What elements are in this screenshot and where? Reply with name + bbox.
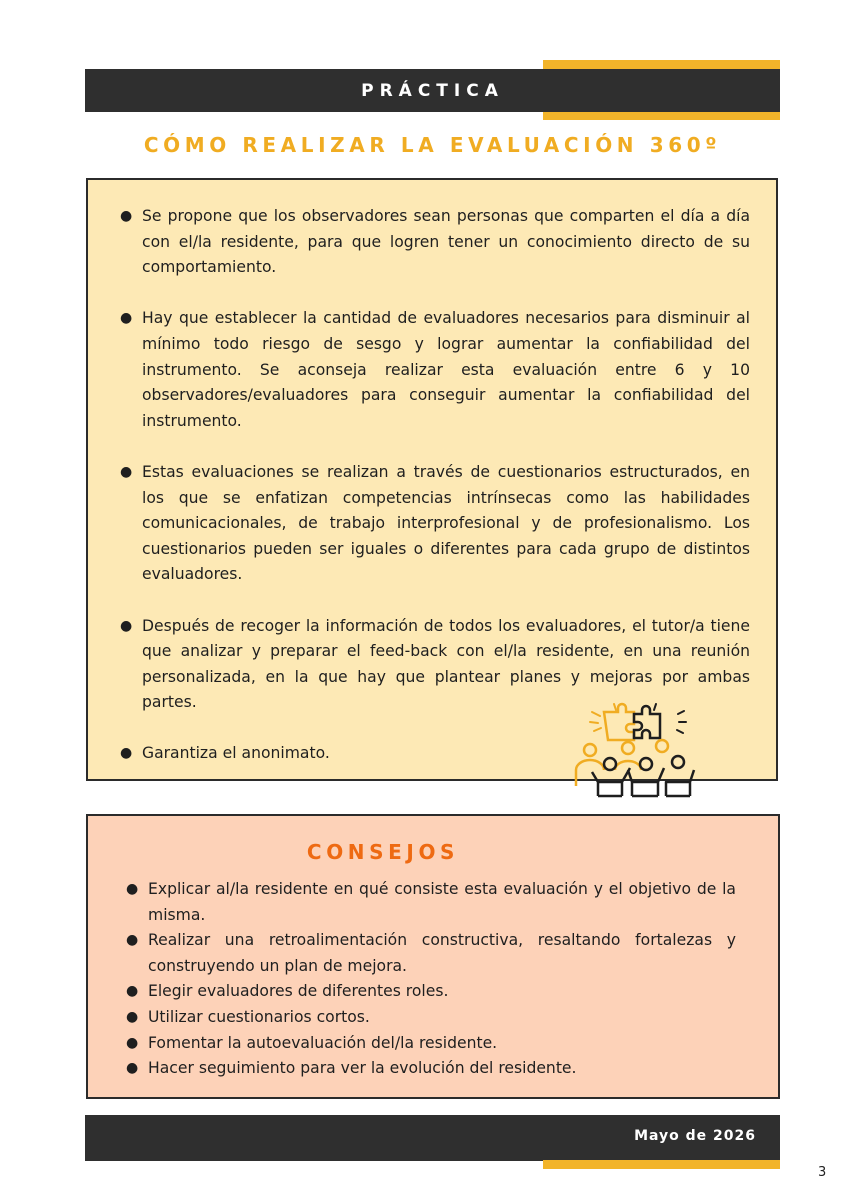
tips-box — [86, 814, 780, 1099]
bullet-icon: ● — [126, 1060, 139, 1077]
list-item — [126, 979, 736, 1005]
main-content-box — [86, 178, 778, 781]
bullet-icon: ● — [120, 617, 133, 634]
list-item — [120, 460, 750, 588]
team-puzzle-icon — [570, 700, 700, 800]
header-label: PRÁCTICA — [361, 80, 504, 101]
bullet-icon: ● — [126, 881, 139, 897]
bullet-icon: ● — [120, 208, 133, 224]
list-item — [126, 1005, 736, 1031]
list-item — [126, 928, 736, 979]
footer-accent-bar — [543, 1160, 780, 1169]
list-item-text: Fomentar la autoevaluación del/la residente. — [148, 1033, 498, 1052]
header-bar — [85, 69, 780, 112]
list-item-text: Garantiza el anonimato. — [142, 744, 330, 763]
list-item — [126, 1056, 736, 1082]
list-item-text: Estas evaluaciones se realizan a través de cuestionarios estructurados, en los que se enfatizan competencias intrínsecas como las habilidades comunicacionales, de trabajo interprofesional y de profesionalismo. Los cuestionarios pueden ser iguales o diferentes para cada grupo de distintos evaluadores. — [142, 462, 750, 584]
tips-list — [126, 877, 736, 1082]
list-item-text: Se propone que los observadores sean personas que comparten el día a día con el/la residente, para que logren tener un conocimiento directo de su comportamiento. — [142, 207, 750, 277]
bullet-icon: ● — [126, 1034, 139, 1051]
header-accent-underline — [543, 112, 780, 120]
list-item — [120, 306, 750, 434]
tips-title: CONSEJOS — [306, 840, 460, 864]
bullet-icon: ● — [120, 745, 133, 762]
list-item — [126, 1031, 736, 1057]
main-points-list — [120, 204, 750, 767]
section-title: CÓMO REALIZAR LA EVALUACIÓN 360º — [143, 133, 722, 157]
list-item-text: Elegir evaluadores de diferentes roles. — [148, 982, 449, 1001]
list-item-text: Explicar al/la residente en qué consiste esta evaluación y el objetivo de la misma. — [148, 880, 736, 924]
footer-bar — [85, 1115, 780, 1161]
list-item-text: Hay que establecer la cantidad de evaluadores necesarios para disminuir al mínimo todo riesgo de sesgo y lograr aumentar la confiabilidad del instrumento. Se aconseja realizar esta evaluación entre 6 y 10 observadores/evaluadores para conseguir aumentar la confiabilidad del instrumento. — [142, 309, 750, 430]
list-item-text: Después de recoger la información de todos los evaluadores, el tutor/a tiene que analizar y preparar el feed-back con el/la residente, en una reunión personalizada, en la que hay que plantear planes y mejoras por ambas partes. — [142, 616, 750, 712]
list-item — [120, 204, 750, 281]
bullet-icon: ● — [126, 983, 139, 1000]
bullet-icon: ● — [126, 932, 139, 949]
bullet-icon: ● — [120, 310, 133, 327]
bullet-icon: ● — [126, 1008, 139, 1025]
list-item-text: Utilizar cuestionarios cortos. — [148, 1007, 370, 1026]
footer-date: Mayo de 2026 — [634, 1128, 756, 1144]
list-item-text: Realizar una retroalimentación constructiva, resaltando fortalezas y construyendo un plan de mejora. — [148, 931, 736, 975]
list-item — [126, 877, 736, 928]
page-number: 3 — [818, 1165, 827, 1180]
list-item-text: Hacer seguimiento para ver la evolución del residente. — [148, 1059, 577, 1078]
bullet-icon: ● — [120, 463, 133, 480]
